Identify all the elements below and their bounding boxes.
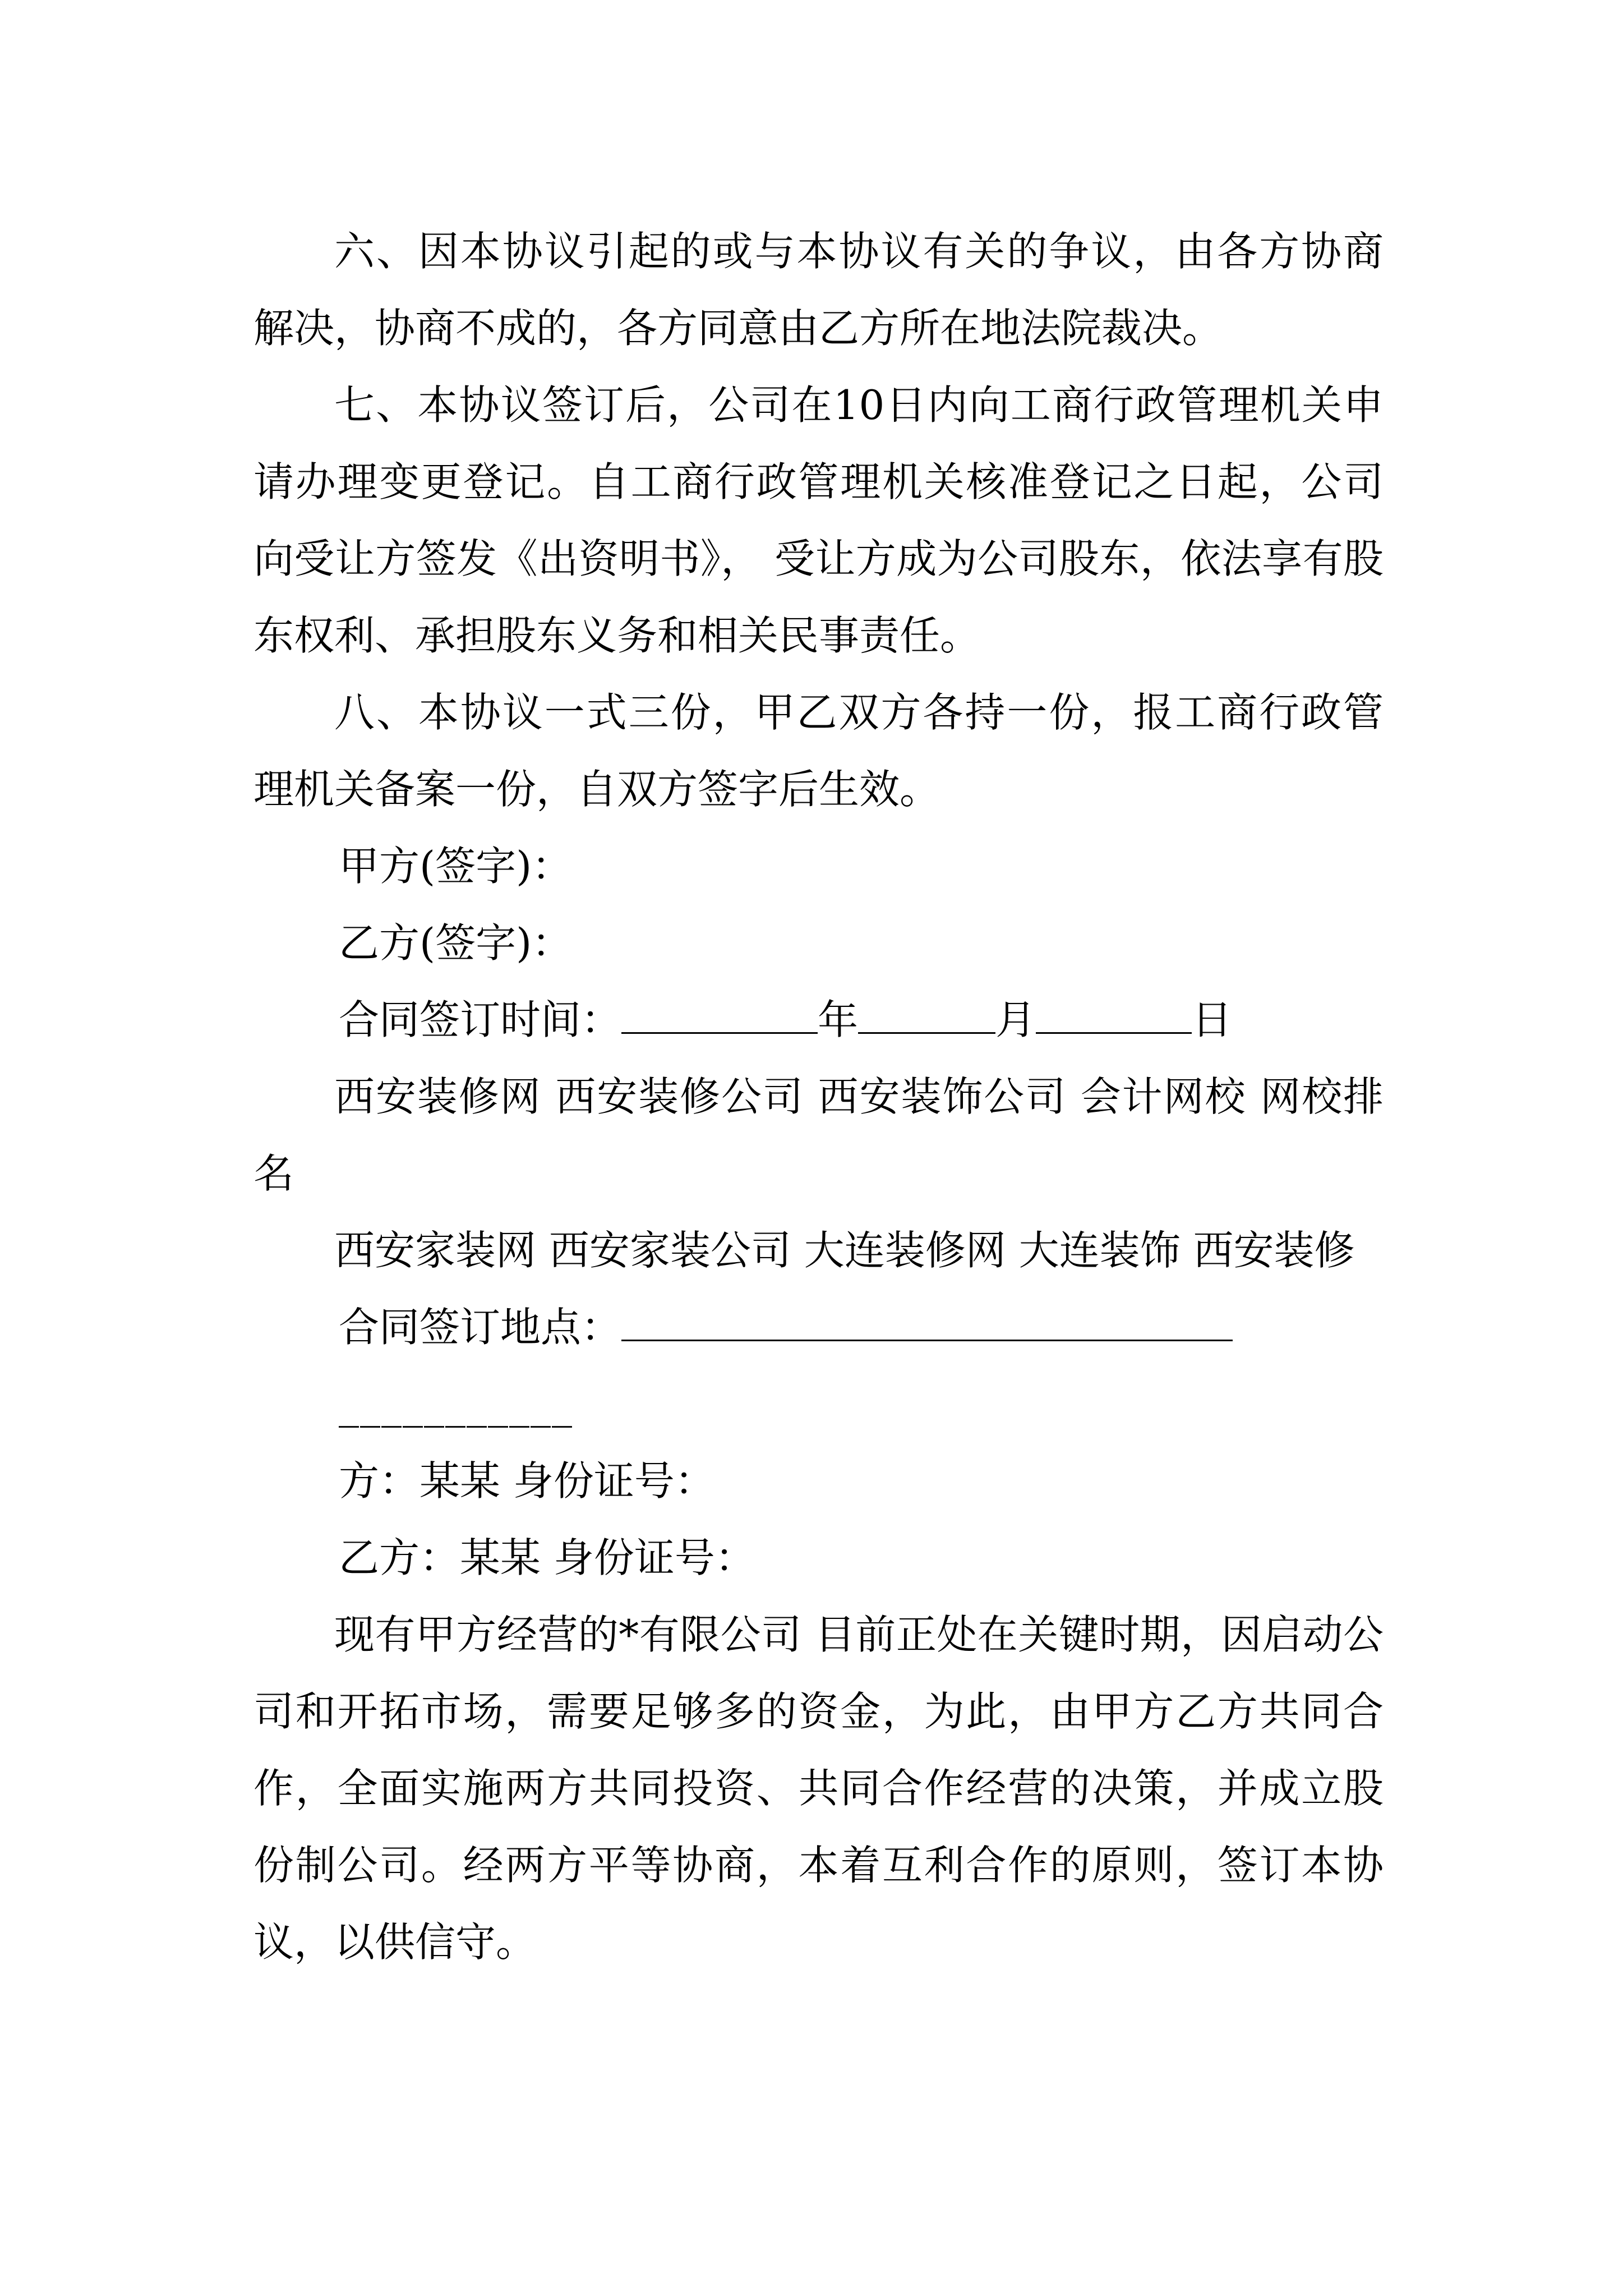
day-label: 日 (1192, 996, 1233, 1043)
party-b-identity: 乙方：某某 身份证号： (339, 1534, 755, 1581)
clause-seven: 七、本协议签订后，公司在10日内向工商行政管理机关申请办理变更登记。自工商行政管理机关核准登记之日起，公司向受让方签发《出资明书》， 受让方成为公司股东，依法享有股东权利、承担股东义务和相关民事责任。 (253, 381, 1384, 659)
signing-time-line (253, 982, 1384, 1059)
month-label: 月 (995, 996, 1036, 1043)
clause-six: 六、因本协议引起的或与本协议有关的争议，由各方协商解决，协商不成的，各方同意由乙方所在地法院裁决。 (253, 228, 1384, 352)
month-blank (858, 999, 995, 1034)
signing-place-label: 合同签订地点： (339, 1304, 622, 1351)
clause-eight: 八、本协议一式三份，甲乙双方各持一份，报工商行政管理机关备案一份，自双方签字后生效。 (253, 689, 1384, 813)
party-a-signature: 甲方(签字)： (339, 843, 573, 890)
party-a-identity: 方：某某 身份证号： (339, 1457, 715, 1504)
signing-place-line (253, 1289, 1384, 1366)
related-links-1: 西安装修网 西安装修公司 西安装饰公司 会计网校 网校排名 (253, 1073, 1384, 1197)
year-blank (621, 999, 818, 1034)
party-b-signature: 乙方(签字)： (339, 919, 573, 967)
related-links-2: 西安家装网 西安家装公司 大连装修网 大连装饰 西安装修 (334, 1227, 1355, 1274)
day-blank (1036, 999, 1192, 1034)
year-label: 年 (818, 996, 859, 1043)
signing-time-label: 合同签订时间： (339, 996, 622, 1043)
document-body (253, 213, 1384, 1981)
place-blank (621, 1306, 1233, 1341)
dash-line: ___________ (339, 1381, 573, 1428)
intro-paragraph: 现有甲方经营的*有限公司 目前正处在关键时期，因启动公司和开拓市场，需要足够多的资金，为此，由甲方乙方共同合作，全面实施两方共同投资、共同合作经营的决策，并成立股份制公司。经两方平等协商，本着互利合作的原则，签订本协议，以供信守。 (253, 1611, 1384, 1966)
